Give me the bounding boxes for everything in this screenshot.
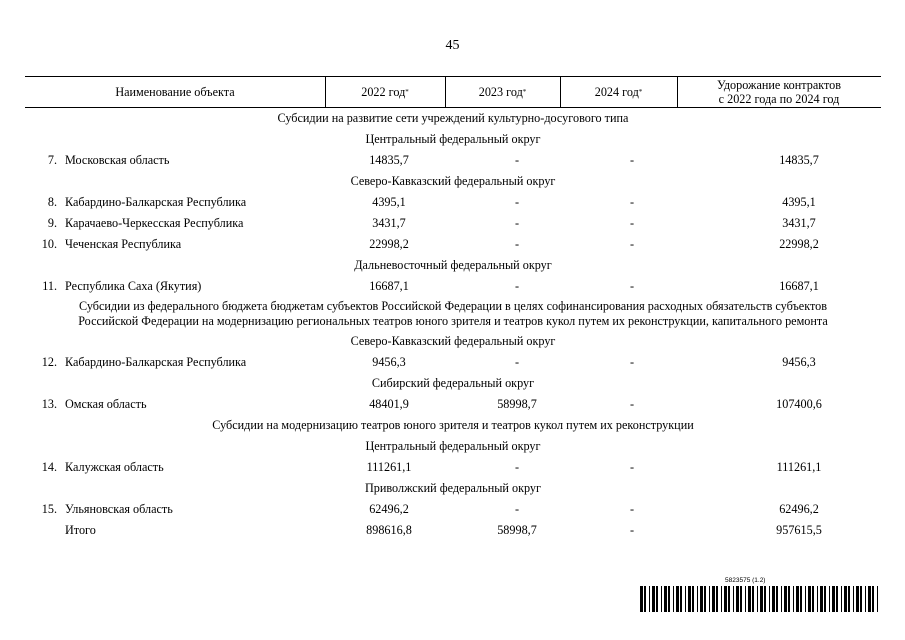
row-number: 13. bbox=[41, 397, 57, 411]
value-2023: - bbox=[514, 195, 520, 209]
row-name: Московская область bbox=[65, 153, 170, 167]
district-title: Северо-Кавказский федеральный округ bbox=[350, 334, 556, 348]
table-row bbox=[25, 276, 881, 297]
row-number: 10. bbox=[41, 237, 57, 251]
header-2022: 2022 год * bbox=[361, 85, 409, 99]
total-label: Итого bbox=[65, 523, 96, 537]
section-title-line: Российской Федерации на модернизацию региональных театров юного зрителя и театров кукол путем их реконструкции, капитального ремонта bbox=[78, 314, 828, 328]
value-increase: 111261,1 bbox=[776, 460, 822, 474]
total-2022: 898616,8 bbox=[366, 523, 412, 537]
value-increase: 107400,6 bbox=[776, 397, 822, 411]
header-increase: Удорожание контрактов с 2022 года по 2024 год bbox=[716, 78, 842, 106]
table-row bbox=[25, 457, 881, 478]
value-2022: 9456,3 bbox=[372, 355, 406, 369]
value-2022: 14835,7 bbox=[369, 153, 409, 167]
total-2024: - bbox=[629, 523, 635, 537]
district-title: Центральный федеральный округ bbox=[365, 439, 541, 453]
value-increase: 3431,7 bbox=[782, 216, 816, 230]
district-title: Центральный федеральный округ bbox=[365, 132, 541, 146]
total-row bbox=[25, 520, 881, 541]
row-name: Республика Саха (Якутия) bbox=[65, 279, 202, 293]
value-2024: - bbox=[629, 502, 635, 516]
section-title: Субсидии на модернизацию театров юного зрителя и театров кукол путем их реконструкции bbox=[212, 418, 694, 432]
value-2024: - bbox=[629, 216, 635, 230]
value-2023: - bbox=[514, 355, 520, 369]
row-number: 7. bbox=[47, 153, 57, 167]
row-name: Кабардино-Балкарская Республика bbox=[65, 195, 247, 209]
row-number: 8. bbox=[47, 195, 57, 209]
barcode-label: 5823575 (1.2) bbox=[725, 577, 766, 584]
row-name: Карачаево-Черкесская Республика bbox=[65, 216, 244, 230]
table-row bbox=[25, 352, 881, 373]
value-2024: - bbox=[629, 237, 635, 251]
value-2023: - bbox=[514, 216, 520, 230]
district-title: Дальневосточный федеральный округ bbox=[354, 258, 552, 272]
district-title: Сибирский федеральный округ bbox=[371, 376, 535, 390]
total-2023: 58998,7 bbox=[497, 523, 537, 537]
row-name: Ульяновская область bbox=[65, 502, 173, 516]
value-2024: - bbox=[629, 460, 635, 474]
value-increase: 62496,2 bbox=[779, 502, 819, 516]
value-increase: 16687,1 bbox=[779, 279, 819, 293]
value-2022: 4395,1 bbox=[372, 195, 406, 209]
value-2024: - bbox=[629, 397, 635, 411]
value-2023: - bbox=[514, 279, 520, 293]
header-name: Наименование объекта bbox=[115, 85, 235, 99]
value-2023: - bbox=[514, 153, 520, 167]
value-increase: 9456,3 bbox=[782, 355, 816, 369]
row-name: Калужская область bbox=[65, 460, 164, 474]
table-row bbox=[25, 192, 881, 213]
value-2022: 16687,1 bbox=[369, 279, 409, 293]
section-title: Субсидии на развитие сети учреждений культурно-досугового типа bbox=[277, 111, 629, 125]
value-2022: 111261,1 bbox=[366, 460, 412, 474]
table-row bbox=[25, 234, 881, 255]
value-2024: - bbox=[629, 279, 635, 293]
value-2023: - bbox=[514, 502, 520, 516]
value-2024: - bbox=[629, 355, 635, 369]
row-number: 9. bbox=[47, 216, 57, 230]
table-header bbox=[25, 76, 881, 108]
row-name: Чеченская Республика bbox=[65, 237, 182, 251]
value-2022: 3431,7 bbox=[372, 216, 406, 230]
value-2023: 58998,7 bbox=[497, 397, 537, 411]
value-2022: 22998,2 bbox=[369, 237, 409, 251]
row-number: 14. bbox=[41, 460, 57, 474]
header-2023: 2023 год * bbox=[478, 85, 527, 99]
table-row bbox=[25, 394, 881, 415]
cost-table bbox=[25, 76, 881, 541]
page-number: 45 bbox=[445, 38, 460, 53]
value-2024: - bbox=[629, 195, 635, 209]
header-2024: 2024 год * bbox=[594, 85, 643, 99]
row-name: Омская область bbox=[65, 397, 147, 411]
total-increase: 957615,5 bbox=[776, 523, 822, 537]
value-2023: - bbox=[514, 460, 520, 474]
row-name: Кабардино-Балкарская Республика bbox=[65, 355, 247, 369]
section-title-line: Субсидии из федерального бюджета бюджетам субъектов Российской Федерации в целях софинансирования расходных обязательств субъектов bbox=[79, 299, 827, 313]
district-title: Приволжский федеральный округ bbox=[364, 481, 542, 495]
district-title: Северо-Кавказский федеральный округ bbox=[350, 174, 556, 188]
value-increase: 14835,7 bbox=[779, 153, 819, 167]
row-number: 11. bbox=[42, 279, 57, 293]
value-2022: 62496,2 bbox=[369, 502, 409, 516]
section-title bbox=[25, 297, 881, 331]
value-2022: 48401,9 bbox=[369, 397, 409, 411]
table-row bbox=[25, 150, 881, 171]
value-increase: 22998,2 bbox=[779, 237, 819, 251]
barcode-icon bbox=[640, 586, 880, 612]
table-row bbox=[25, 499, 881, 520]
row-number: 15. bbox=[41, 502, 57, 516]
value-2024: - bbox=[629, 153, 635, 167]
value-2023: - bbox=[514, 237, 520, 251]
row-number: 12. bbox=[41, 355, 57, 369]
value-increase: 4395,1 bbox=[782, 195, 816, 209]
table-row bbox=[25, 213, 881, 234]
